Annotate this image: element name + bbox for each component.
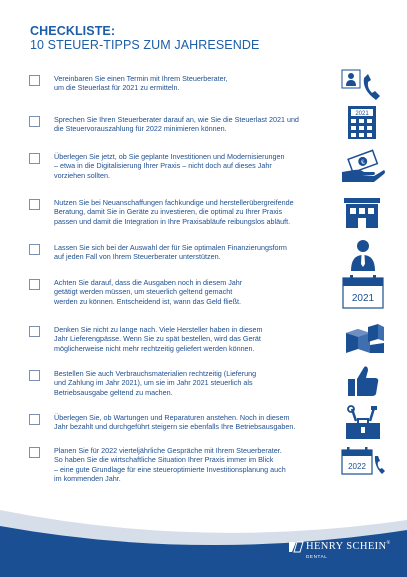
tools-icon (340, 405, 386, 441)
footer-wave (0, 500, 407, 577)
item-line: – eine gute Grundlage für eine steueroptimierte Investitionsplanung auch (54, 464, 286, 474)
checkbox[interactable] (29, 414, 40, 425)
henry-schein-logo (288, 540, 398, 564)
checkbox[interactable] (29, 447, 40, 458)
registered-mark: ® (386, 541, 391, 546)
building-icon (340, 194, 386, 230)
item-line: – etwa in die Digitalisierung Ihrer Praxis – nicht doch auf dieses Jahr (54, 161, 272, 171)
item-line: Beratung, damit Sie in Geräte zu investieren, die optimal zu Ihrer Praxis (54, 207, 283, 217)
advisor-icon (340, 237, 386, 273)
calendar-year: 2021 (351, 293, 375, 304)
item-line: Überlegen Sie jetzt, ob Sie geplante Investitionen und Modernisierungen (54, 152, 285, 161)
svg-text:€: € (360, 159, 366, 167)
item-text (54, 278, 336, 306)
checkbox[interactable] (29, 75, 40, 86)
item-text (54, 74, 336, 93)
item-text (54, 243, 336, 262)
item-line: So haben Sie die wirtschaftliche Situation Ihrer Praxis immer im Blick (54, 455, 274, 465)
checkbox[interactable] (29, 153, 40, 164)
item-text (54, 115, 336, 134)
thumbs-up-icon (340, 363, 386, 399)
calculator-icon (340, 105, 386, 141)
item-line: die Steuervorauszahlung für 2022 minimieren können. (54, 124, 227, 134)
checkbox[interactable] (29, 279, 40, 290)
item-text (54, 369, 336, 397)
item-line: Bestellen Sie auch Verbrauchsmaterialien rechtzeitig (Lieferung (54, 369, 257, 378)
logo-wordmark (306, 541, 391, 552)
logo-text: HENRY SCHEIN (306, 541, 387, 552)
item-line: auf jeden Fall von Ihrem Steuerberater unterstützen. (54, 252, 221, 262)
item-line: Überlegen Sie, ob Wartungen und Reparaturen anstehen. Noch in diesem (54, 413, 290, 422)
item-line: Sprechen Sie Ihren Steuerberater darauf an, wie Sie die Steuerlast 2021 und (54, 115, 299, 124)
item-text (54, 325, 336, 353)
calendar-phone-icon (340, 444, 386, 480)
item-line: werden zu können. Entscheidend ist, wann das Geld fließt. (54, 296, 241, 306)
calculator-display: 2021 (355, 111, 369, 117)
item-text (54, 413, 336, 432)
item-line: und Zahlung im Jahr 2021), um sie im Jahr 2021 steuerlich als (54, 378, 253, 388)
item-line: um die Steuerlast für 2021 zu ermitteln. (54, 83, 180, 93)
item-line: Nutzen Sie bei Neuanschaffungen fachkundige und herstellerübergreifende (54, 198, 294, 207)
person-phone-icon (340, 68, 386, 104)
page-heading (30, 24, 259, 53)
item-line: getätigt werden müssen, um steuerlich geltend gemacht (54, 287, 233, 297)
checkbox[interactable] (29, 370, 40, 381)
item-line: Jahr bezahlt und durchgeführt steigern sie ebenfalls Ihre Betriebsausgaben. (54, 422, 296, 432)
item-line: vorziehen sollten. (54, 170, 110, 180)
calendar-icon (340, 274, 386, 310)
checkbox[interactable] (29, 116, 40, 127)
item-line: Lassen Sie sich bei der Auswahl der für Sie optimalen Finanzierungsform (54, 243, 287, 252)
logo-mark-icon (288, 540, 304, 554)
item-line: Achten Sie darauf, dass die Ausgaben noch in diesem Jahr (54, 278, 243, 287)
item-line: Betriebsausgabe geltend zu machen. (54, 387, 173, 397)
item-line: Denken Sie nicht zu lange nach. Viele Hersteller haben in diesem (54, 325, 263, 334)
item-line: Vereinbaren Sie einen Termin mit Ihrem Steuerberater, (54, 74, 228, 83)
calendar-year: 2022 (348, 462, 366, 471)
boxes-icon (340, 319, 386, 355)
checkbox[interactable] (29, 326, 40, 337)
item-line: Jahr Lieferengpässe. Wenn Sie zu spät bestellen, wird das Gerät (54, 334, 261, 344)
hand-money-icon (340, 148, 386, 184)
checkbox[interactable] (29, 199, 40, 210)
logo-subtitle: DENTAL (306, 554, 328, 559)
item-text (54, 198, 336, 226)
item-text (54, 152, 336, 180)
item-line: Planen Sie für 2022 vierteljährliche Gespräche mit Ihrem Steuerberater. (54, 446, 282, 455)
item-line: passen und damit die Integration in Ihre Praxisabläufe reibungslos abläuft. (54, 216, 291, 226)
item-line: möglicherweise nicht mehr rechtzeitig geliefert werden können. (54, 343, 255, 353)
item-line: im kommenden Jahr. (54, 473, 121, 483)
item-text (54, 446, 336, 483)
checkbox[interactable] (29, 244, 40, 255)
page-subtitle: 10 STEUER-TIPPS ZUM JAHRESENDE (30, 38, 260, 52)
page-title: CHECKLISTE: (30, 24, 116, 38)
